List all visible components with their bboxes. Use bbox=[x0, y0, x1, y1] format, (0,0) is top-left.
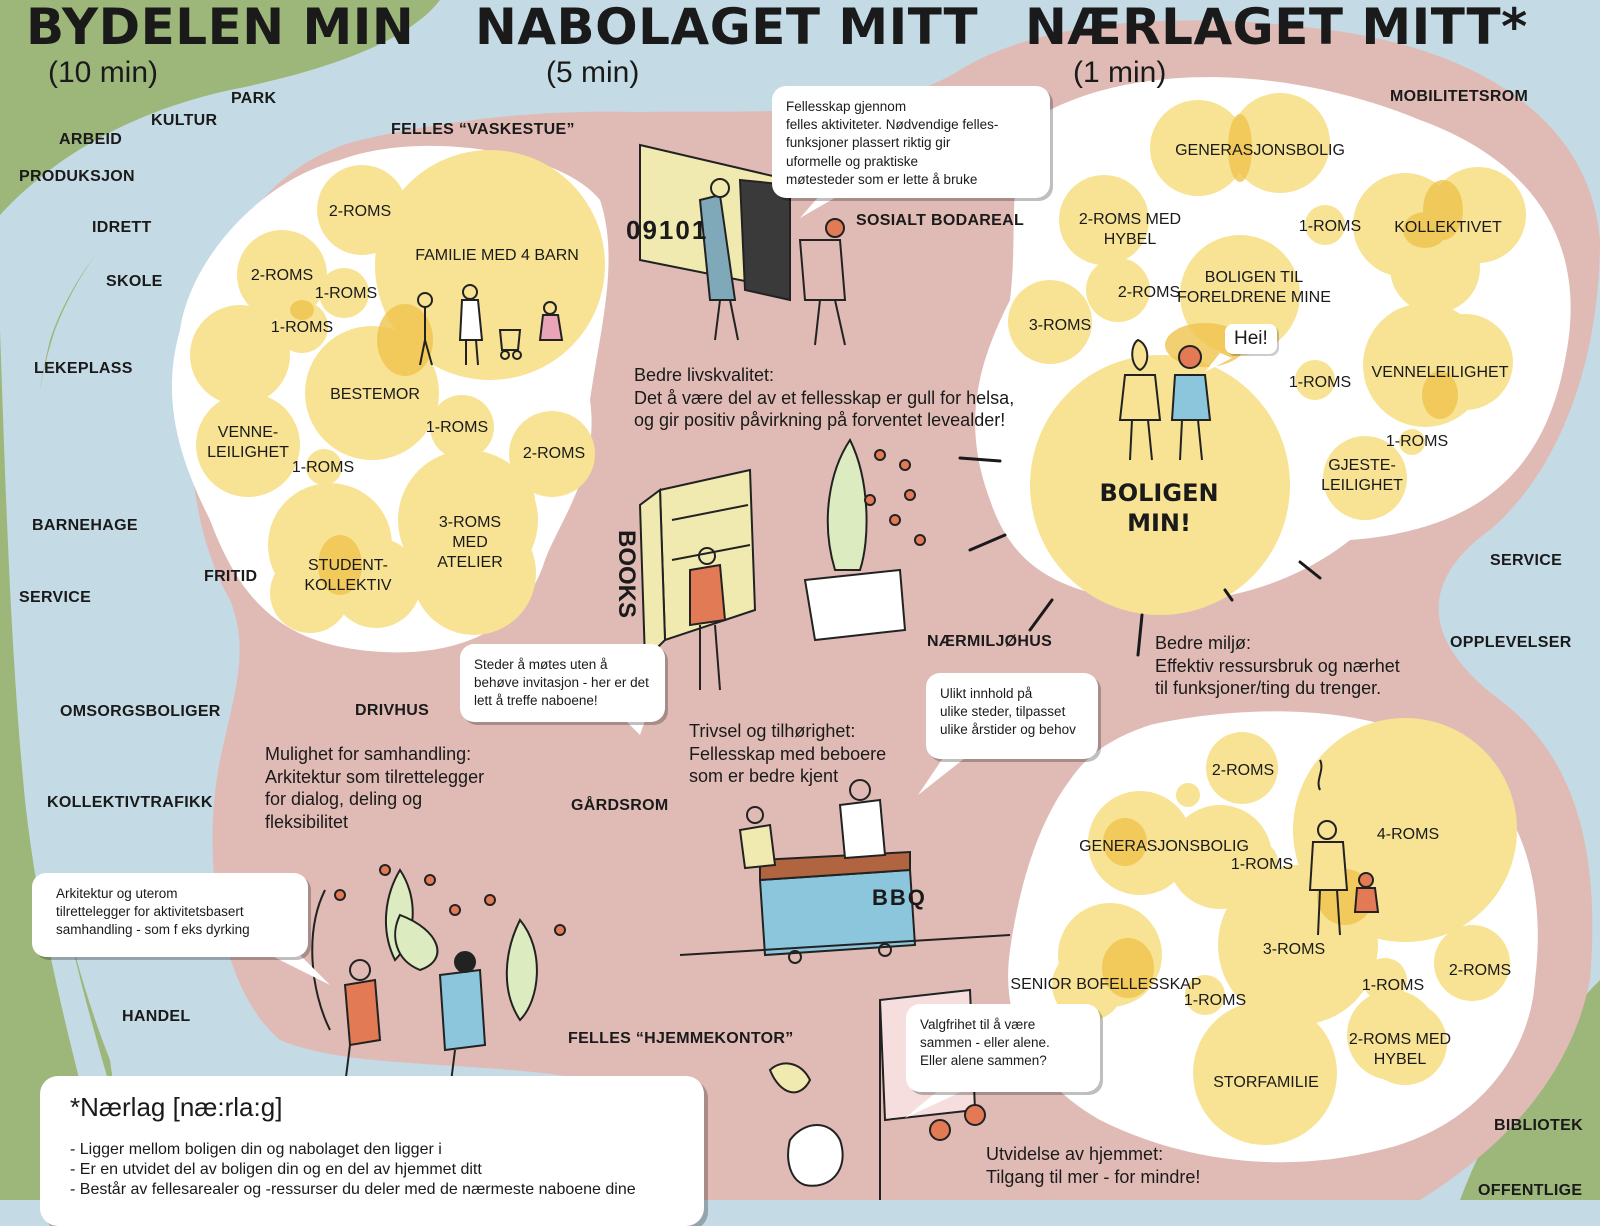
header-bydel-title: BYDELEN MIN bbox=[26, 0, 415, 56]
unit-1roms: 1-ROMS bbox=[314, 285, 378, 302]
bubble-ulikt: Ulikt innhold på ulike steder, tilpasset ulike årstider og behov bbox=[926, 673, 1098, 759]
label-gardsrom: GÅRDSROM bbox=[571, 797, 669, 814]
header-nabolag-title: NABOLAGET MITT bbox=[475, 0, 979, 56]
unit-generasjonsbolig: GENERASJONSBOLIG bbox=[1079, 838, 1249, 855]
unit-4roms: 4-ROMS bbox=[1376, 826, 1440, 843]
bubble-fellesskap: Fellesskap gjennom felles aktiviteter. Nødvendige felles- funksjoner plassert riktig gir uformelle og praktiske møtesteder som er lette å bruke bbox=[772, 86, 1050, 198]
label-fritid: FRITID bbox=[204, 568, 258, 585]
label-arbeid: ARBEID bbox=[59, 131, 123, 148]
label-skole: SKOLE bbox=[106, 273, 163, 290]
unit-1roms: 1-ROMS bbox=[1385, 433, 1449, 450]
unit-2roms: 2-ROMS bbox=[1117, 284, 1181, 301]
label-kollektivtrafikk: KOLLEKTIVTRAFIKK bbox=[47, 794, 213, 811]
unit-bestemor: BESTEMOR bbox=[330, 386, 420, 403]
label-drivhus: DRIVHUS bbox=[355, 702, 430, 719]
header-bydel-time: (10 min) bbox=[48, 56, 159, 89]
label-barnehage: BARNEHAGE bbox=[32, 517, 138, 534]
unit-2roms: 2-ROMS bbox=[250, 267, 314, 284]
sketch-bbq: BBQ bbox=[872, 885, 927, 910]
unit-familie: FAMILIE MED 4 BARN bbox=[415, 247, 579, 264]
label-omsorgsboliger: OMSORGSBOLIGER bbox=[60, 703, 221, 720]
unit-1roms: 1-ROMS bbox=[1183, 992, 1247, 1009]
label-service-right: SERVICE bbox=[1490, 552, 1563, 569]
label-lekeplass: LEKEPLASS bbox=[34, 360, 133, 377]
unit-generasjonsbolig: GENERASJONSBOLIG bbox=[1175, 142, 1345, 159]
unit-1roms: 1-ROMS bbox=[1298, 218, 1362, 235]
unit-1roms: 1-ROMS bbox=[1230, 856, 1294, 873]
label-naermiljohus: NÆRMILJØHUS bbox=[927, 633, 1053, 650]
unit-2roms-hybel: 2-ROMS MED HYBEL bbox=[1348, 1031, 1452, 1068]
definition-item: - Består av fellesarealer og -ressurser du deler med de nærmeste naboene dine bbox=[70, 1181, 636, 1198]
label-bodareal: SOSIALT BODAREAL bbox=[856, 212, 1025, 229]
unit-1roms: 1-ROMS bbox=[425, 419, 489, 436]
header-naerlag-title: NÆRLAGET MITT* bbox=[1025, 0, 1528, 56]
unit-foreldre: BOLIGEN TIL FORELDRENE MINE bbox=[1177, 269, 1331, 306]
unit-2roms-hybel: 2-ROMS MED HYBEL bbox=[1078, 211, 1182, 248]
unit-3roms: 3-ROMS bbox=[1262, 941, 1326, 958]
bubble-steder: Steder å møtes uten å behøve invitasjon - her er det lett å treffe naboene! bbox=[460, 644, 665, 722]
label-bibliotek: BIBLIOTEK bbox=[1494, 1117, 1583, 1134]
bubble-arkitektur: Arkitektur og uterom tilrettelegger for aktivitetsbasert samhandling - som f eks dyrking bbox=[32, 873, 308, 957]
definition-title: *Nærlag [næ:rla:g] bbox=[70, 1092, 283, 1122]
unit-boligen-min: BOLIGEN MIN! bbox=[1099, 479, 1219, 537]
unit-venneleilighet: VENNELEILIGHET bbox=[1371, 364, 1509, 381]
label-produksjon: PRODUKSJON bbox=[19, 168, 135, 185]
unit-2roms: 2-ROMS bbox=[1448, 962, 1512, 979]
text-miljo: Bedre miljø: Effektiv ressursbruk og nærhet til funksjoner/ting du trenger. bbox=[1155, 633, 1400, 698]
label-idrett: IDRETT bbox=[92, 219, 152, 236]
header-nabolag-time: (5 min) bbox=[546, 56, 640, 89]
label-hjemmekontor: FELLES “HJEMMEKONTOR” bbox=[568, 1030, 794, 1047]
label-kultur: KULTUR bbox=[151, 112, 218, 129]
unit-1roms: 1-ROMS bbox=[291, 459, 355, 476]
label-service: SERVICE bbox=[19, 589, 92, 606]
label-opplevelser: OPPLEVELSER bbox=[1450, 634, 1572, 651]
unit-1roms: 1-ROMS bbox=[1361, 977, 1425, 994]
definition-box bbox=[40, 1076, 704, 1226]
unit-gjesteleilighet: GJESTE- LEILIGHET bbox=[1321, 457, 1403, 494]
unit-1roms: 1-ROMS bbox=[1288, 374, 1352, 391]
unit-3roms-atelier: 3-ROMS MED ATELIER bbox=[437, 514, 503, 571]
text-livskvalitet: Bedre livskvalitet: Det å være del av et fellesskap er gull for helsa, og gir positiv påvirkning på forventet levealder! bbox=[634, 365, 1015, 430]
unit-2roms: 2-ROMS bbox=[328, 203, 392, 220]
label-offentlige: OFFENTLIGE bbox=[1478, 1182, 1583, 1199]
label-handel: HANDEL bbox=[122, 1008, 191, 1025]
label-vaskestue: FELLES “VASKESTUE” bbox=[391, 121, 575, 138]
unit-3roms: 3-ROMS bbox=[1028, 317, 1092, 334]
label-mobilitetsrom: MOBILITETSROM bbox=[1390, 88, 1529, 105]
hei-speech-bubble: Hei! bbox=[1225, 324, 1277, 354]
unit-venneleilighet: VENNE- LEILIGHET bbox=[207, 424, 289, 461]
unit-2roms: 2-ROMS bbox=[1211, 762, 1275, 779]
header-naerlag-time: (1 min) bbox=[1073, 56, 1167, 89]
definition-item: - Ligger mellom boligen din og nabolaget den ligger i bbox=[70, 1141, 442, 1158]
unit-kollektivet: KOLLEKTIVET bbox=[1394, 219, 1502, 236]
unit-studentkollektiv: STUDENT- KOLLEKTIV bbox=[304, 557, 392, 594]
text-utvidelse: Utvidelse av hjemmet: Tilgang til mer - for mindre! bbox=[986, 1144, 1201, 1187]
definition-item: - Er en utvidet del av boligen din og en del av hjemmet ditt bbox=[70, 1161, 482, 1178]
sketch-numbers: 09101 bbox=[626, 215, 709, 245]
definition-list bbox=[70, 1140, 636, 1200]
unit-storfamilie: STORFAMILIE bbox=[1213, 1074, 1319, 1091]
unit-2roms: 2-ROMS bbox=[522, 445, 586, 462]
text-samhandling: Mulighet for samhandling: Arkitektur som tilrettelegger for dialog, deling og fleksibilitet bbox=[265, 744, 485, 832]
bubble-valgfrihet: Valgfrihet til å være sammen - eller alene. Eller alene sammen? bbox=[906, 1004, 1100, 1092]
unit-1roms: 1-ROMS bbox=[270, 319, 334, 336]
label-park: PARK bbox=[231, 90, 277, 107]
text-trivsel: Trivsel og tilhørighet: Fellesskap med beboere som er bedre kjent bbox=[689, 721, 887, 786]
sketch-books: BOOKS bbox=[613, 530, 640, 619]
unit-senior-bofellesskap: SENIOR BOFELLESSKAP bbox=[1010, 976, 1202, 993]
